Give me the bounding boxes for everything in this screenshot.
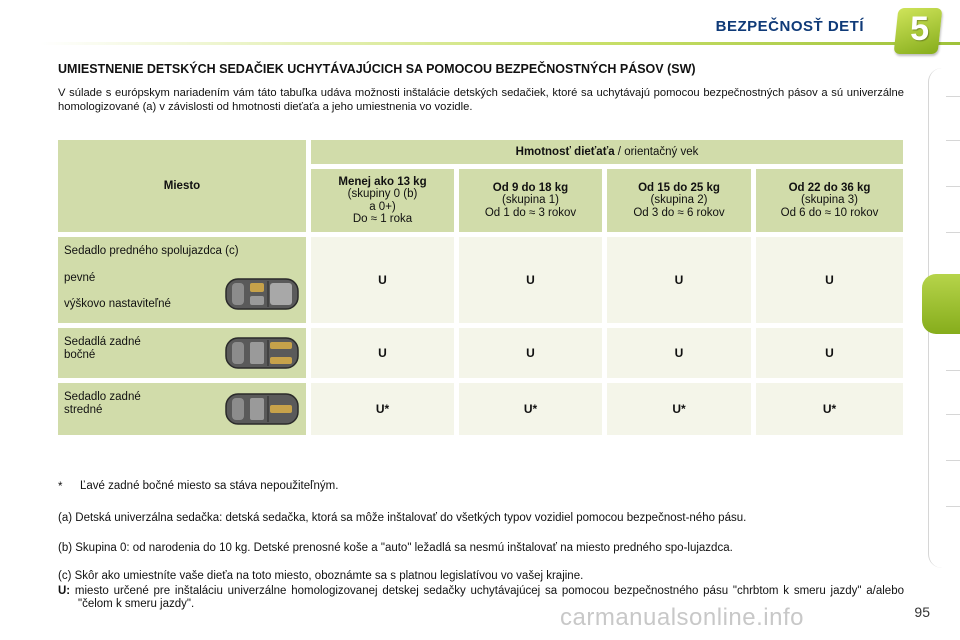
column-header-group-3 [756, 169, 903, 232]
note-label: U: [58, 585, 71, 597]
column-header-group-0 [311, 169, 454, 232]
column-header-line: Od 3 do ≈ 6 rokov [633, 206, 725, 219]
intro-paragraph: V súlade s európskym nariadením vám táto tabuľka udáva možnosti inštalácie detských sedačiek, ktoré sa uchytávajú pomocou bezpečnostných pásov a sú univerzálne homologizované (a) v závislosti od hmotnosti dieťaťa a jeho umiestnenia vo vozidle. [58, 87, 904, 113]
side-tab-active[interactable] [922, 274, 960, 334]
column-header-line: (skupina 2) [650, 194, 708, 207]
side-tick [946, 96, 960, 97]
row-label: Sedadlá zadné [64, 336, 141, 348]
note-label: (a) [58, 512, 73, 524]
seat-value-cell: U [756, 237, 903, 323]
seat-value-cell: U* [756, 383, 903, 435]
row-label: Sedadlo zadné [64, 391, 141, 403]
footnote-text: Ľavé zadné bočné miesto sa stáva nepoužiteľným. [80, 480, 339, 492]
column-header-line: Od 9 do 18 kg [492, 181, 569, 194]
side-tick [946, 506, 960, 507]
seat-value-cell: U [756, 328, 903, 378]
seat-value-cell: U [311, 237, 454, 323]
note-label: (b) [58, 542, 73, 554]
seat-value-cell: U [607, 237, 751, 323]
row-label: stredné [64, 403, 103, 416]
row-label: pevné [64, 271, 96, 284]
side-tick [946, 370, 960, 371]
column-header-line: a 0+) [369, 200, 396, 213]
row-label: výškovo nastaviteľné [64, 298, 171, 310]
note-label: (c) [58, 570, 72, 582]
car-seat-diagram-icon [222, 275, 302, 313]
seat-value-cell: U* [311, 383, 454, 435]
footnote-mark: * [58, 481, 63, 493]
car-seat-diagram-icon [222, 390, 302, 428]
section-title: UMIESTNENIE DETSKÝCH SEDAČIEK UCHYTÁVAJÚCICH SA POMOCOU BEZPEČNOSTNÝCH PÁSOV (SW) [58, 62, 696, 76]
weight-header [311, 140, 903, 164]
column-header-group-1 [459, 169, 602, 232]
side-tick [946, 232, 960, 233]
note-text: Skôr ako umiestníte vaše dieťa na toto miesto, oboznámte sa s platnou legislatívou vo vašej krajine. [74, 570, 584, 582]
seat-value-cell: U [607, 328, 751, 378]
side-tick [946, 414, 960, 415]
chapter-number: 5 [910, 10, 929, 48]
seat-value-cell: U [459, 328, 602, 378]
note-b [58, 542, 904, 555]
column-header-line: Od 15 do 25 kg [638, 181, 720, 194]
row-label: bočné [64, 348, 96, 361]
note-c [58, 570, 904, 583]
place-header: Miesto [58, 140, 306, 232]
column-header-line: (skupina 3) [801, 194, 858, 207]
weight-header-rest: / orientačný vek [614, 145, 699, 158]
column-header-line: Od 6 do ≈ 10 rokov [780, 206, 879, 219]
note-a [58, 512, 904, 525]
side-tick [946, 186, 960, 187]
page-number: 95 [914, 604, 930, 620]
column-header-line: Menej ako 13 kg [338, 175, 427, 188]
column-header-line: (skupiny 0 (b) [347, 188, 418, 200]
column-header-line: (skupina 1) [502, 194, 559, 207]
column-header-line: Od 1 do ≈ 3 rokov [484, 206, 577, 219]
header-divider [40, 42, 960, 45]
seat-value-cell: U [311, 328, 454, 378]
column-header-group-2 [607, 169, 751, 232]
watermark: carmanualsonline.info [560, 604, 804, 631]
row-label: Sedadlo predného spolujazdca (c) [64, 245, 239, 257]
seat-value-cell: U* [607, 383, 751, 435]
note-text: Detská univerzálna sedačka: detská sedačka, ktorá sa môže inštalovať do všetkých typov vozidiel pomocou bezpečnost-ného pásu. [75, 512, 747, 524]
column-header-line: Do ≈ 1 roka [352, 213, 413, 225]
side-tick [946, 460, 960, 461]
column-header-line: Od 22 do 36 kg [788, 181, 871, 194]
car-seat-diagram-icon [222, 334, 302, 372]
seat-value-cell: U* [459, 383, 602, 435]
note-text: miesto určené pre inštaláciu univerzálne homologizovanej detskej sedačky uchytávajúcej sa pomocou bezpečnostného pásu "chrbtom k smeru jazdy" a/alebo "čelom k smeru jazdy". [74, 585, 904, 610]
side-tick [946, 140, 960, 141]
chapter-title: BEZPEČNOSŤ DETÍ [715, 18, 864, 35]
weight-header-bold: Hmotnosť dieťaťa [515, 145, 615, 158]
note-text: Skupina 0: od narodenia do 10 kg. Detské prenosné koše a "auto" ležadlá sa nesmú inštalovať na miesto predného spo-lujazdca. [75, 542, 733, 554]
seat-value-cell: U [459, 237, 602, 323]
